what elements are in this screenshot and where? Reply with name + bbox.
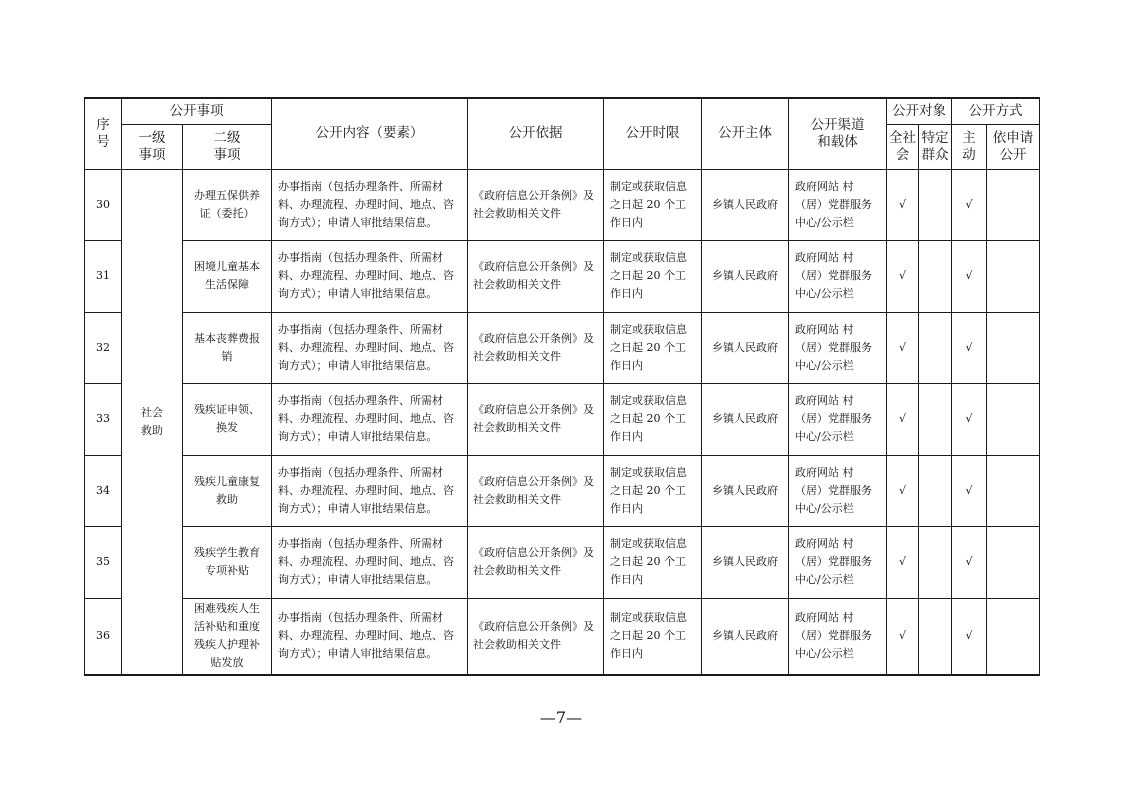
page-number: —7— — [539, 708, 583, 727]
table-row — [85, 455, 1040, 527]
row-method-active: √ — [952, 169, 987, 241]
row-audience-specific — [919, 527, 952, 599]
row-method-request — [987, 455, 1040, 527]
row-audience-all: √ — [887, 598, 919, 675]
row-number: 35 — [85, 527, 122, 599]
header-audience-group: 公开对象 — [887, 98, 952, 124]
header-audience-all: 全社会 — [887, 124, 919, 169]
row-content: 办事指南（包括办理条件、所需材料、办理流程、办理时间、地点、咨询方式）；申请人审批结果信息。 — [272, 455, 468, 527]
row-time-limit: 制定或获取信息之日起 20 个工作日内 — [604, 455, 702, 527]
row-subject: 乡镇人民政府 — [702, 384, 789, 456]
row-subject: 乡镇人民政府 — [702, 169, 789, 241]
header-time-limit: 公开时限 — [604, 98, 702, 169]
header-seq: 序号 — [85, 98, 122, 169]
row-content: 办事指南（包括办理条件、所需材料、办理流程、办理时间、地点、咨询方式）；申请人审批结果信息。 — [272, 241, 468, 313]
row-method-request — [987, 169, 1040, 241]
row-item: 困难残疾人生活补贴和重度残疾人护理补贴发放 — [183, 598, 272, 675]
row-audience-specific — [919, 312, 952, 384]
row-time-limit: 制定或获取信息之日起 20 个工作日内 — [604, 169, 702, 241]
row-audience-specific — [919, 384, 952, 456]
row-basis: 《政府信息公开条例》及社会救助相关文件 — [468, 527, 604, 599]
row-subject: 乡镇人民政府 — [702, 312, 789, 384]
header-channel: 公开渠道和载体 — [789, 98, 887, 169]
row-content: 办事指南（包括办理条件、所需材料、办理流程、办理时间、地点、咨询方式）；申请人审批结果信息。 — [272, 598, 468, 675]
row-number: 31 — [85, 241, 122, 313]
row-basis: 《政府信息公开条例》及社会救助相关文件 — [468, 455, 604, 527]
row-number: 30 — [85, 169, 122, 241]
row-audience-specific — [919, 598, 952, 675]
header-method-request: 依申请公开 — [987, 124, 1040, 169]
header-method-active: 主动 — [952, 124, 987, 169]
row-time-limit: 制定或获取信息之日起 20 个工作日内 — [604, 598, 702, 675]
row-subject: 乡镇人民政府 — [702, 527, 789, 599]
row-time-limit: 制定或获取信息之日起 20 个工作日内 — [604, 527, 702, 599]
row-audience-all: √ — [887, 527, 919, 599]
row-audience-specific — [919, 455, 952, 527]
row-number: 34 — [85, 455, 122, 527]
row-item: 办理五保供养证（委托） — [183, 169, 272, 241]
row-channel: 政府网站 村（居）党群服务中心/公示栏 — [789, 241, 887, 313]
table-row — [85, 169, 1040, 241]
row-basis: 《政府信息公开条例》及社会救助相关文件 — [468, 384, 604, 456]
table-row — [85, 598, 1040, 675]
row-method-active: √ — [952, 384, 987, 456]
row-content: 办事指南（包括办理条件、所需材料、办理流程、办理时间、地点、咨询方式）；申请人审批结果信息。 — [272, 169, 468, 241]
row-content: 办事指南（包括办理条件、所需材料、办理流程、办理时间、地点、咨询方式）；申请人审批结果信息。 — [272, 527, 468, 599]
header-method-group: 公开方式 — [952, 98, 1040, 124]
row-channel: 政府网站 村（居）党群服务中心/公示栏 — [789, 384, 887, 456]
row-item: 困境儿童基本生活保障 — [183, 241, 272, 313]
row-audience-specific — [919, 241, 952, 313]
row-method-request — [987, 384, 1040, 456]
row-audience-all: √ — [887, 241, 919, 313]
row-method-request — [987, 241, 1040, 313]
row-content: 办事指南（包括办理条件、所需材料、办理流程、办理时间、地点、咨询方式）；申请人审批结果信息。 — [272, 384, 468, 456]
row-item: 基本丧葬费报销 — [183, 312, 272, 384]
row-subject: 乡镇人民政府 — [702, 241, 789, 313]
table-row — [85, 241, 1040, 313]
header-content: 公开内容（要素） — [272, 98, 468, 169]
header-audience-specific: 特定群众 — [919, 124, 952, 169]
row-time-limit: 制定或获取信息之日起 20 个工作日内 — [604, 312, 702, 384]
level1-item: 社会救助 — [122, 169, 183, 675]
row-channel: 政府网站 村（居）党群服务中心/公示栏 — [789, 455, 887, 527]
row-time-limit: 制定或获取信息之日起 20 个工作日内 — [604, 241, 702, 313]
row-channel: 政府网站 村（居）党群服务中心/公示栏 — [789, 598, 887, 675]
row-audience-specific — [919, 169, 952, 241]
row-audience-all: √ — [887, 384, 919, 456]
row-audience-all: √ — [887, 455, 919, 527]
row-basis: 《政府信息公开条例》及社会救助相关文件 — [468, 598, 604, 675]
row-subject: 乡镇人民政府 — [702, 455, 789, 527]
row-method-request — [987, 312, 1040, 384]
row-channel: 政府网站 村（居）党群服务中心/公示栏 — [789, 169, 887, 241]
row-method-active: √ — [952, 598, 987, 675]
row-subject: 乡镇人民政府 — [702, 598, 789, 675]
row-number: 33 — [85, 384, 122, 456]
row-item: 残疾学生教育专项补贴 — [183, 527, 272, 599]
header-row-1 — [85, 98, 1040, 124]
header-basis: 公开依据 — [468, 98, 604, 169]
row-time-limit: 制定或获取信息之日起 20 个工作日内 — [604, 384, 702, 456]
row-number: 36 — [85, 598, 122, 675]
row-method-active: √ — [952, 312, 987, 384]
header-subject: 公开主体 — [702, 98, 789, 169]
header-level1: 一级事项 — [122, 124, 183, 169]
row-channel: 政府网站 村（居）党群服务中心/公示栏 — [789, 527, 887, 599]
row-method-active: √ — [952, 455, 987, 527]
row-audience-all: √ — [887, 312, 919, 384]
row-method-active: √ — [952, 527, 987, 599]
row-item: 残疾证申领、换发 — [183, 384, 272, 456]
table-row — [85, 312, 1040, 384]
row-basis: 《政府信息公开条例》及社会救助相关文件 — [468, 241, 604, 313]
table-row — [85, 384, 1040, 456]
row-method-active: √ — [952, 241, 987, 313]
disclosure-table — [84, 97, 1040, 676]
row-basis: 《政府信息公开条例》及社会救助相关文件 — [468, 312, 604, 384]
row-channel: 政府网站 村（居）党群服务中心/公示栏 — [789, 312, 887, 384]
row-content: 办事指南（包括办理条件、所需材料、办理流程、办理时间、地点、咨询方式）；申请人审批结果信息。 — [272, 312, 468, 384]
row-item: 残疾儿童康复救助 — [183, 455, 272, 527]
row-audience-all: √ — [887, 169, 919, 241]
header-items-group: 公开事项 — [122, 98, 272, 124]
row-number: 32 — [85, 312, 122, 384]
table-row — [85, 527, 1040, 599]
row-method-request — [987, 527, 1040, 599]
header-level2: 二级事项 — [183, 124, 272, 169]
row-basis: 《政府信息公开条例》及社会救助相关文件 — [468, 169, 604, 241]
row-method-request — [987, 598, 1040, 675]
